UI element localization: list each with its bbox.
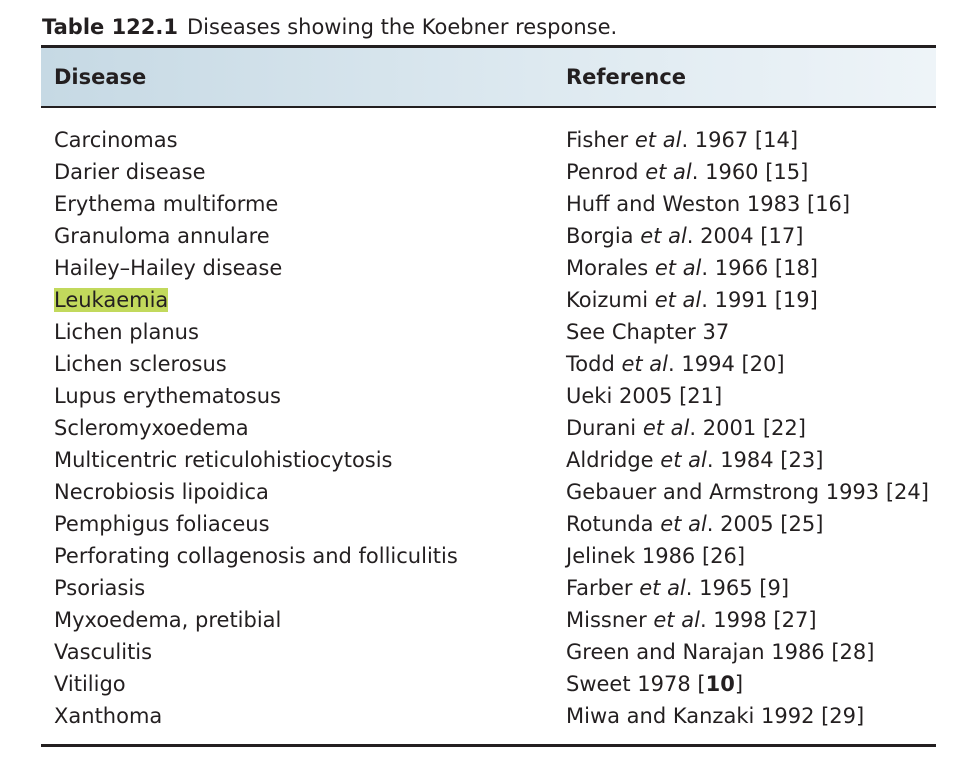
et-al-italic: et al	[621, 352, 669, 376]
reference-year-citation: 1966 [18]	[714, 256, 818, 280]
reference-cell: Borgia et al. 2004 [17]	[566, 224, 804, 248]
table-row	[0, 284, 954, 316]
reference-year-citation: 1967 [14]	[694, 128, 799, 152]
reference-cell: Todd et al. 1994 [20]	[566, 352, 785, 376]
table-header-band	[41, 48, 936, 107]
reference-cell: Aldridge et al. 1984 [23]	[566, 448, 824, 472]
reference-author: Aldridge	[566, 448, 654, 472]
table-row	[0, 476, 954, 508]
reference-year-citation: 1984 [23]	[720, 448, 824, 472]
et-al-italic: et al	[640, 224, 687, 248]
reference-author: Missner	[566, 608, 647, 632]
reference-author: Rotunda	[566, 512, 654, 536]
disease-name: Pemphigus foliaceus	[54, 512, 270, 536]
reference-author: Penrod	[566, 160, 639, 184]
reference-cell	[566, 636, 874, 668]
disease-cell	[54, 636, 152, 668]
reference-cell	[566, 316, 729, 348]
reference-author: Durani	[566, 416, 637, 440]
reference-cell: Fisher et al. 1967 [14]	[566, 128, 799, 152]
table-row	[0, 156, 954, 188]
disease-name: Carcinomas	[54, 128, 178, 152]
reference-author: Ueki 2005 [21]	[566, 384, 723, 408]
disease-cell	[54, 476, 269, 508]
et-al-italic: et al	[639, 576, 686, 600]
disease-name: Leukaemia	[54, 288, 169, 312]
reference-author: Green and Narajan 1986 [28]	[566, 640, 875, 664]
table-row	[0, 220, 954, 252]
et-al-italic: et al	[654, 256, 702, 280]
et-al-italic: et al	[660, 512, 707, 536]
reference-year-citation: 1998 [27]	[713, 608, 817, 632]
disease-cell	[54, 348, 227, 380]
disease-name: Necrobiosis lipoidica	[54, 480, 269, 504]
disease-name: Multicentric reticulohistiocytosis	[54, 448, 393, 472]
reference-cell	[566, 668, 743, 700]
reference-author: Borgia	[566, 224, 634, 248]
disease-name: Xanthoma	[54, 704, 163, 728]
reference-cell: Koizumi et al. 1991 [19]	[566, 288, 818, 312]
table-row	[0, 668, 954, 700]
reference-year-citation: 1965 [9]	[699, 576, 790, 600]
et-al-italic: et al	[660, 448, 707, 472]
reference-bold-number: 10	[705, 672, 735, 696]
reference-author: Sweet 1978 [	[566, 672, 706, 696]
disease-name: Lupus erythematosus	[54, 384, 281, 408]
disease-cell	[54, 316, 199, 348]
reference-author: See Chapter 37	[566, 320, 730, 344]
reference-cell	[566, 476, 929, 508]
reference-author: Farber	[566, 576, 633, 600]
reference-author: Jelinek 1986 [26]	[566, 544, 746, 568]
table-row	[0, 444, 954, 476]
reference-cell: Morales et al. 1966 [18]	[566, 256, 818, 280]
table-row	[0, 604, 954, 636]
table-row	[0, 412, 954, 444]
reference-author: Miwa and Kanzaki 1992 [29]	[566, 704, 865, 728]
reference-author: Todd	[566, 352, 615, 376]
reference-author: Morales	[566, 256, 649, 280]
reference-year-citation: 1994 [20]	[681, 352, 785, 376]
disease-name: Hailey–Hailey disease	[54, 256, 283, 280]
et-al-italic: et al	[654, 288, 702, 312]
reference-year-citation: 1960 [15]	[705, 160, 809, 184]
disease-name: Vasculitis	[54, 640, 153, 664]
reference-year-citation: 2004 [17]	[700, 224, 804, 248]
disease-cell	[54, 284, 168, 316]
disease-cell	[54, 252, 282, 284]
table-caption-label: Table 122.1	[42, 15, 178, 39]
table-row	[0, 188, 954, 220]
disease-cell	[54, 124, 178, 156]
et-al-italic: et al	[642, 416, 690, 440]
disease-name: Lichen planus	[54, 320, 199, 344]
table-row	[0, 572, 954, 604]
disease-cell	[54, 668, 126, 700]
disease-cell	[54, 508, 270, 540]
disease-name: Vitiligo	[54, 672, 126, 696]
table-row	[0, 252, 954, 284]
reference-cell: Missner et al. 1998 [27]	[566, 608, 817, 632]
disease-cell	[54, 444, 393, 476]
reference-cell: Rotunda et al. 2005 [25]	[566, 512, 824, 536]
disease-cell	[54, 188, 278, 220]
disease-cell	[54, 156, 206, 188]
reference-cell	[566, 700, 864, 732]
table-row	[0, 636, 954, 668]
reference-author: Huff and Weston 1983 [16]	[566, 192, 851, 216]
disease-cell	[54, 540, 458, 572]
reference-author: Fisher	[566, 128, 629, 152]
column-header-disease: Disease	[54, 65, 147, 89]
disease-cell	[54, 380, 281, 412]
table-row	[0, 348, 954, 380]
disease-cell	[54, 604, 281, 636]
table-row	[0, 124, 954, 156]
table-caption	[42, 13, 617, 41]
column-header-reference: Reference	[566, 65, 687, 89]
disease-name: Myxoedema, pretibial	[54, 608, 282, 632]
table-row	[0, 380, 954, 412]
disease-name: Granuloma annulare	[54, 224, 270, 248]
table-row	[0, 316, 954, 348]
bottom-rule	[41, 744, 936, 747]
reference-author: Gebauer and Armstrong 1993 [24]	[566, 480, 929, 504]
table-caption-text: Diseases showing the Koebner response.	[187, 15, 618, 39]
et-al-italic: et al	[634, 128, 682, 152]
reference-cell	[566, 380, 722, 412]
table-row	[0, 540, 954, 572]
disease-cell	[54, 700, 162, 732]
reference-cell	[566, 188, 850, 220]
reference-cell	[566, 540, 745, 572]
reference-cell: Durani et al. 2001 [22]	[566, 416, 806, 440]
disease-name: Psoriasis	[54, 576, 146, 600]
disease-cell	[54, 572, 145, 604]
et-al-italic: et al	[645, 160, 692, 184]
disease-name: Lichen sclerosus	[54, 352, 227, 376]
et-al-italic: et al	[653, 608, 700, 632]
reference-cell: Farber et al. 1965 [9]	[566, 576, 790, 600]
header-rule	[41, 106, 936, 108]
reference-year-citation: 2001 [22]	[702, 416, 806, 440]
disease-name: Scleromyxoedema	[54, 416, 249, 440]
table-row	[0, 508, 954, 540]
reference-author: Koizumi	[566, 288, 649, 312]
reference-year-citation: 1991 [19]	[714, 288, 818, 312]
disease-name: Darier disease	[54, 160, 206, 184]
table-body	[0, 124, 954, 732]
disease-cell	[54, 220, 270, 252]
disease-name: Erythema multiforme	[54, 192, 279, 216]
reference-cell: Penrod et al. 1960 [15]	[566, 160, 809, 184]
table-row	[0, 700, 954, 732]
disease-cell	[54, 412, 249, 444]
reference-year-citation: ]	[734, 672, 744, 696]
disease-name: Perforating collagenosis and folliculitis	[54, 544, 458, 568]
reference-year-citation: 2005 [25]	[720, 512, 824, 536]
